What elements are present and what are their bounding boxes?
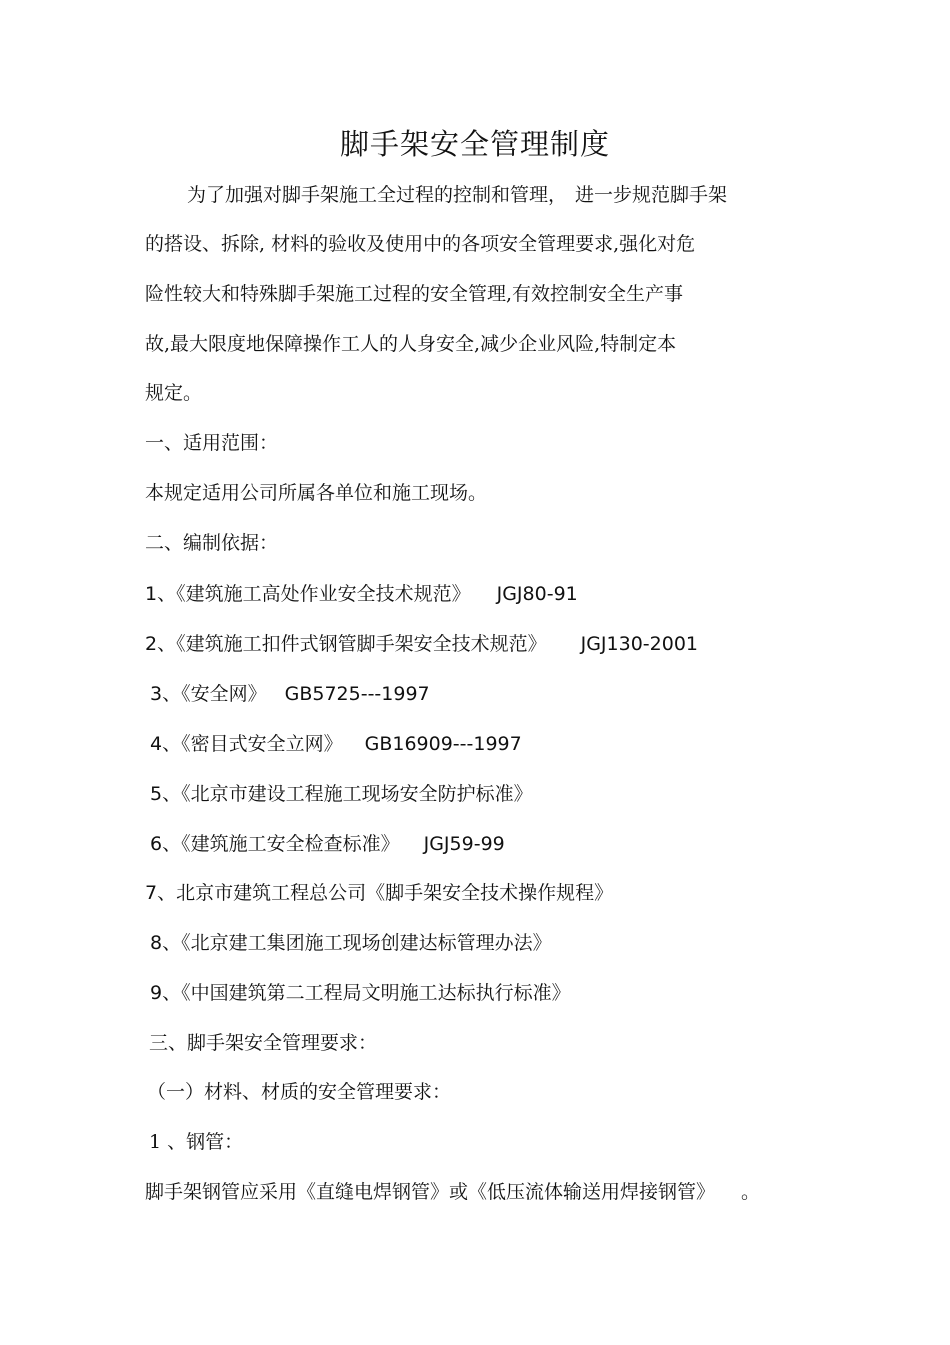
reference-item-5 xyxy=(150,780,533,808)
intro-line-3: 险性较大和特殊脚手架施工过程的安全管理,有效控制安全生产事 xyxy=(145,283,684,305)
reference-code: GB16909---1997 xyxy=(364,733,522,755)
section-1-heading: 一、适用范围： xyxy=(145,432,279,454)
section-3-heading: 三、脚手架安全管理要求： xyxy=(149,1032,378,1054)
section-3-item-1-body xyxy=(145,1178,760,1206)
document-title: 脚手架安全管理制度 xyxy=(339,127,610,161)
reference-name: 《密目式安全立网》 xyxy=(181,733,343,755)
reference-item-2 xyxy=(145,630,698,658)
reference-number: 3、 xyxy=(150,683,182,705)
reference-code: GB5725---1997 xyxy=(284,683,430,705)
reference-item-1 xyxy=(145,580,578,608)
reference-name: 《北京建工集团施工现场创建达标管理办法》 xyxy=(181,932,552,954)
reference-name: 《北京市建设工程施工现场安全防护标准》 xyxy=(181,783,533,805)
reference-number: 7、 xyxy=(145,882,177,904)
reference-name: 《中国建筑第二工程局文明施工达标执行标准》 xyxy=(181,982,571,1004)
reference-name: 《安全网》 xyxy=(181,683,267,705)
reference-number: 8、 xyxy=(150,932,182,954)
reference-number: 6、 xyxy=(150,833,182,855)
reference-item-3 xyxy=(150,680,430,708)
reference-name: 《建筑施工安全检查标准》 xyxy=(181,833,400,855)
section-3-subheading: （一）材料、材质的安全管理要求： xyxy=(147,1081,452,1103)
section-2-heading: 二、编制依据： xyxy=(145,532,279,554)
section-3-item-1-text: 脚手架钢管应采用《直缝电焊钢管》或《低压流体输送用焊接钢管》 xyxy=(145,1181,716,1203)
reference-item-4 xyxy=(150,730,522,758)
intro-line-4: 故,最大限度地保障操作工人的人身安全,减少企业风险,特制定本 xyxy=(145,333,677,355)
intro-line-5: 规定。 xyxy=(145,382,203,404)
intro-line-1 xyxy=(187,181,727,209)
reference-name: 《建筑施工高处作业安全技术规范》 xyxy=(176,583,471,605)
reference-number: 2、 xyxy=(145,633,177,655)
reference-code: JGJ59-99 xyxy=(423,833,505,855)
section-1-body: 本规定适用公司所属各单位和施工现场。 xyxy=(145,482,488,504)
reference-number: 4、 xyxy=(150,733,182,755)
reference-number: 1、 xyxy=(145,583,177,605)
reference-number: 9、 xyxy=(150,982,182,1004)
reference-item-6 xyxy=(150,830,505,858)
section-3-item-1-end: 。 xyxy=(741,1181,761,1203)
intro-line-2: 的搭设、拆除, 材料的验收及使用中的各项安全管理要求,强化对危 xyxy=(145,233,696,255)
intro-line-1b: 进一步规范脚手架 xyxy=(575,184,728,206)
reference-item-8 xyxy=(150,929,552,957)
reference-name: 北京市建筑工程总公司《脚手架安全技术操作规程》 xyxy=(176,882,614,904)
intro-line-1a: 为了加强对脚手架施工全过程的控制和管理， xyxy=(187,184,568,206)
reference-code: JGJ80-91 xyxy=(496,583,578,605)
reference-name: 《建筑施工扣件式钢管脚手架安全技术规范》 xyxy=(176,633,547,655)
reference-code: JGJ130-2001 xyxy=(580,633,699,655)
reference-number: 5、 xyxy=(150,783,182,805)
reference-item-7 xyxy=(145,879,613,907)
reference-item-9 xyxy=(150,979,571,1007)
section-3-item-1: 1 、钢管： xyxy=(149,1131,244,1153)
